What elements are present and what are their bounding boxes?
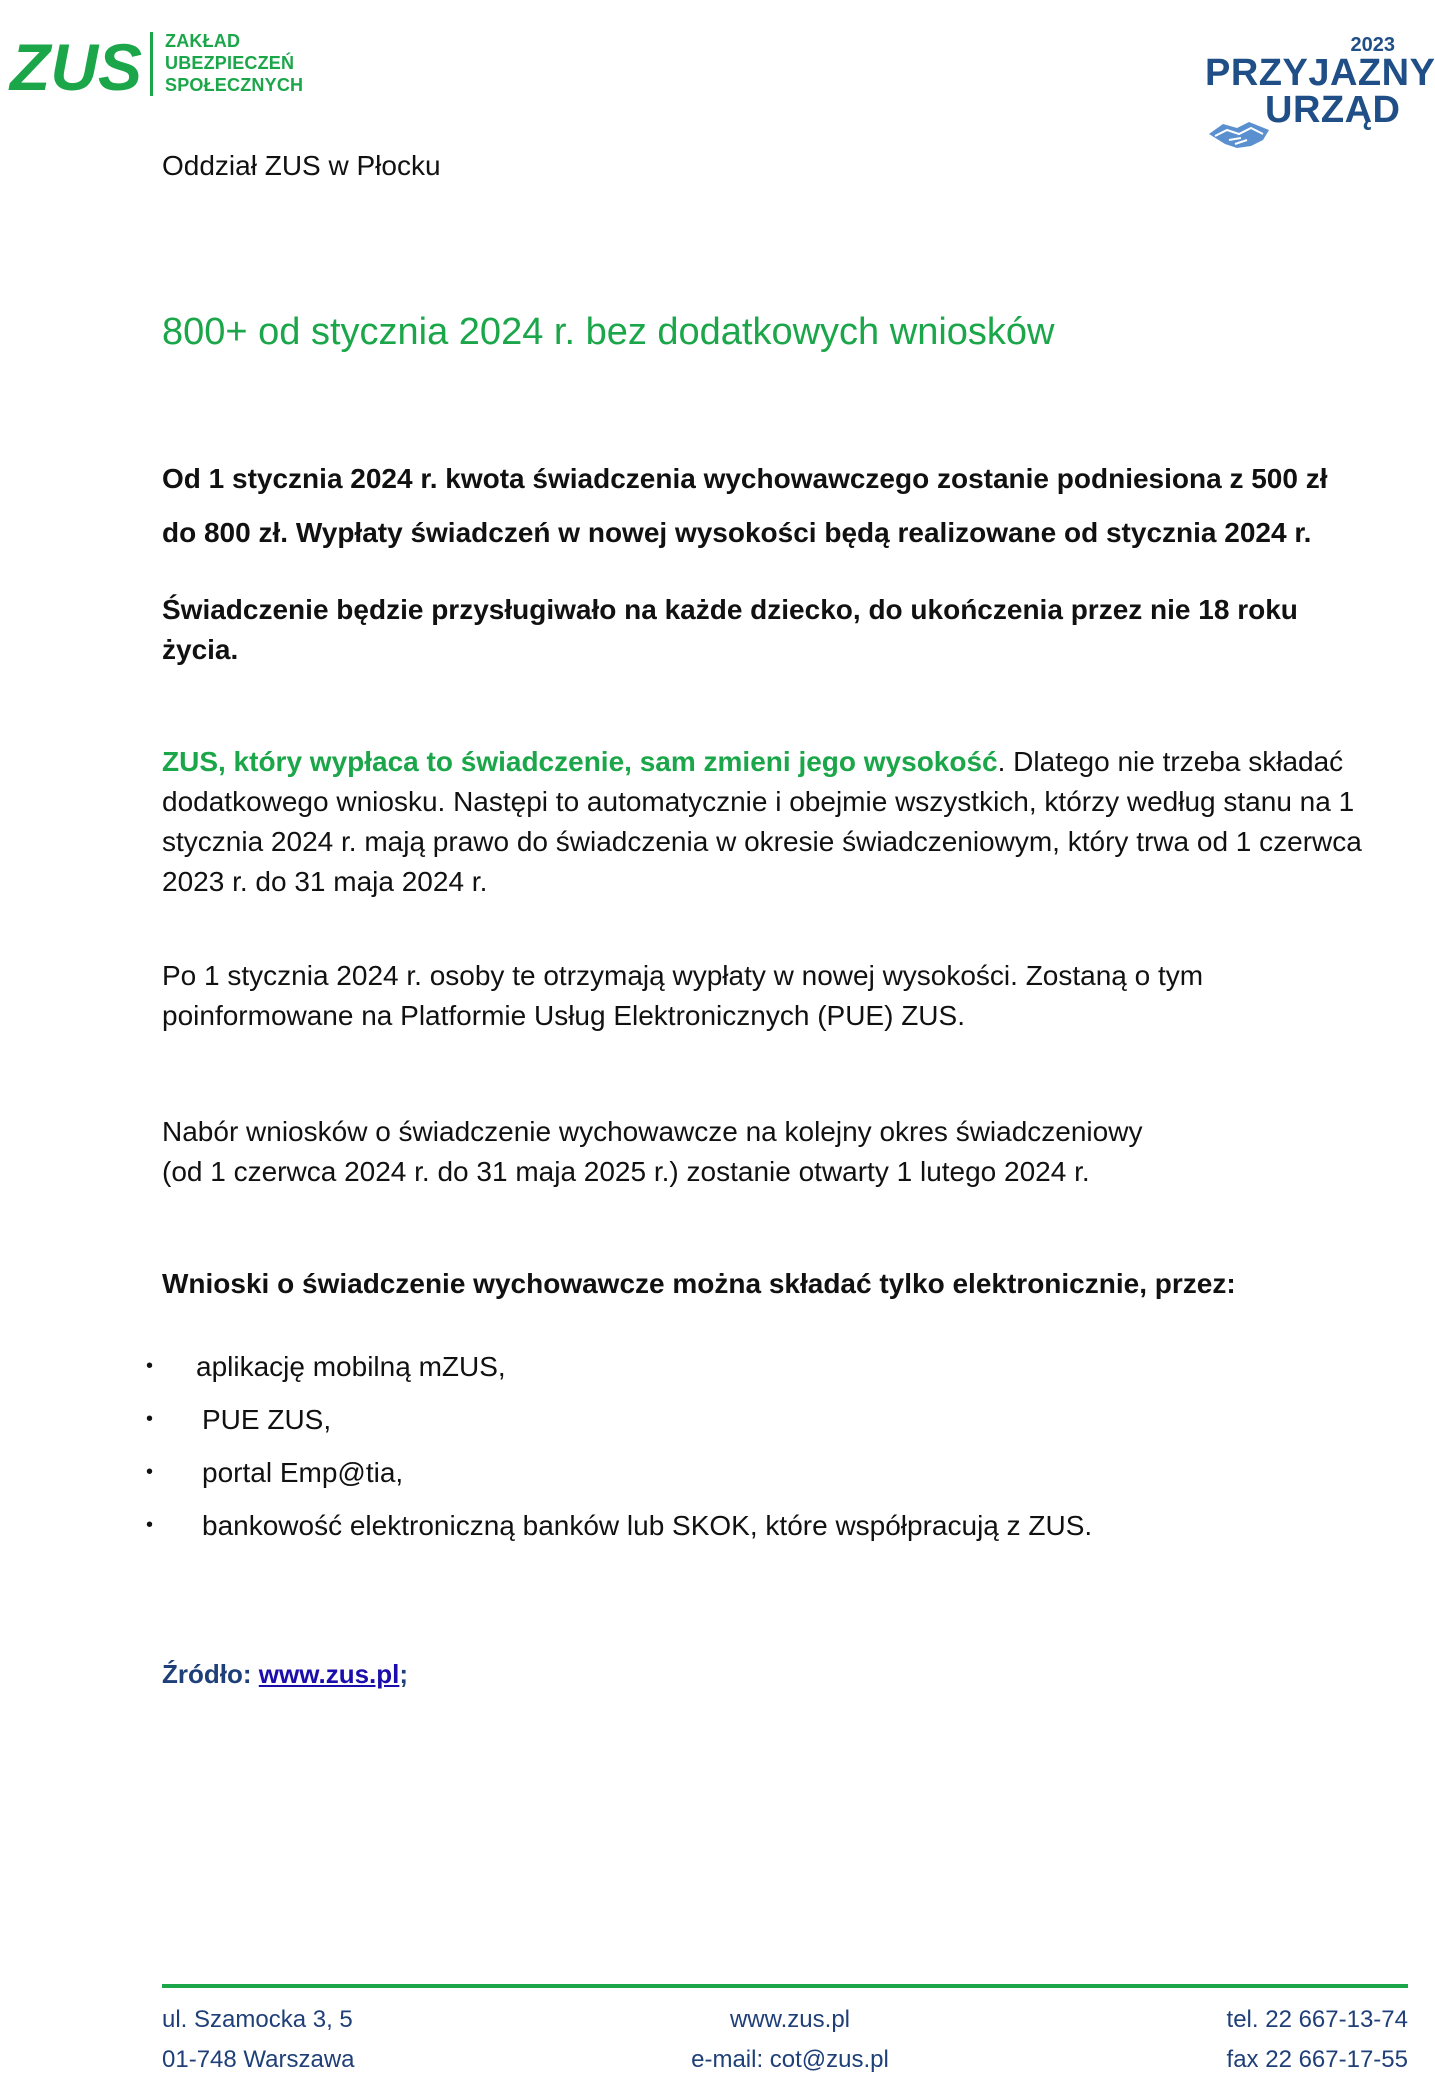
przyjazny-urzad-badge	[1205, 30, 1435, 140]
footer-contact-phone	[1100, 2000, 1408, 2080]
paragraph-line: Od 1 stycznia 2024 r. kwota świadczenia wychowawczego zostanie podniesiona z 500 zł	[162, 463, 1328, 494]
paragraph-eligibility: Świadczenie będzie przysługiwało na każde dziecko, do ukończenia przez nie 18 roku życia.	[162, 594, 1298, 665]
bullet-icon: •	[146, 1408, 154, 1430]
badge-line1: PRZYJAZNY	[1205, 52, 1435, 94]
footer-fax: fax 22 667-17-55	[1226, 2046, 1408, 2073]
footer-address	[162, 2000, 355, 2080]
paragraph-line: do 800 zł. Wypłaty świadczeń w nowej wysokości będą realizowane od stycznia 2024 r.	[162, 517, 1312, 548]
paragraph-amount-change	[162, 452, 1402, 560]
source-suffix: ;	[399, 1659, 409, 1689]
paragraph-channels-intro: Wnioski o świadczenie wychowawcze można składać tylko elektronicznie, przez:	[162, 1268, 1236, 1299]
highlight-text: ZUS, który wypłaca to świadczenie, sam zmieni jego wysokość	[162, 746, 998, 777]
paragraph-automatic-change	[162, 742, 1402, 902]
department-name: Oddział ZUS w Płocku	[162, 150, 441, 181]
zus-logo-text: ZUS	[10, 30, 142, 104]
badge-year: 2023	[1350, 34, 1395, 56]
bullet-icon: •	[146, 1461, 154, 1483]
list-item	[140, 1446, 1340, 1499]
bullet-icon: •	[146, 1355, 154, 1377]
channels-list	[140, 1340, 1340, 1552]
footer-contact-online	[640, 2000, 940, 2080]
zus-org-name-line: SPOŁECZNYCH	[165, 75, 304, 95]
zus-logo-mark	[8, 28, 142, 104]
zus-logo	[8, 28, 308, 104]
footer-email-link[interactable]: e-mail: cot@zus.pl	[691, 2046, 889, 2073]
list-item-text: bankowość elektroniczną banków lub SKOK, które współpracują z ZUS.	[202, 1510, 1093, 1541]
page-title: 800+ od stycznia 2024 r. bez dodatkowych wniosków	[162, 311, 1055, 353]
zus-logo-divider	[150, 32, 153, 96]
source-line	[162, 1654, 408, 1694]
list-item	[140, 1340, 1340, 1393]
source-label: Źródło:	[162, 1659, 259, 1689]
list-item	[140, 1499, 1340, 1552]
paragraph-line: Nabór wniosków o świadczenie wychowawcze na kolejny okres świadczeniowy	[162, 1116, 1143, 1147]
bullet-icon: •	[146, 1514, 154, 1536]
footer-divider	[162, 1984, 1408, 1988]
footer-website-link[interactable]: www.zus.pl	[729, 2006, 851, 2033]
list-item-text: portal Emp@tia,	[202, 1457, 404, 1488]
paragraph-text: . Dlatego nie trzeba składać dodatkowego wniosku. Następi to automatycznie i obejmie wszystkich, którzy według stanu na 1 stycznia 2024 r. mają prawo do świadczenia w okresie świadczeniowym, który trwa od 1 czerwca 2023 r. do 31 maja 2024 r.	[162, 746, 1362, 897]
badge-line2: URZĄD	[1265, 89, 1401, 131]
zus-org-name	[165, 30, 335, 96]
list-item-text: PUE ZUS,	[202, 1404, 332, 1435]
list-item-text: aplikację mobilną mZUS,	[196, 1351, 506, 1382]
paragraph-line: (od 1 czerwca 2024 r. do 31 maja 2025 r.) zostanie otwarty 1 lutego 2024 r.	[162, 1156, 1090, 1187]
list-item	[140, 1393, 1340, 1446]
footer-address-line: ul. Szamocka 3, 5	[162, 2006, 353, 2033]
zus-org-name-line: UBEZPIECZEŃ	[165, 53, 295, 73]
paragraph-notification: Po 1 stycznia 2024 r. osoby te otrzymają wypłaty w nowej wysokości. Zostaną o tym poinformowane na Platformie Usług Elektronicznych (PUE) ZUS.	[162, 960, 1204, 1031]
paragraph-application-period	[162, 1112, 1402, 1192]
footer-tel: tel. 22 667-13-74	[1226, 2006, 1408, 2033]
footer-address-line: 01-748 Warszawa	[162, 2046, 355, 2073]
source-link[interactable]: www.zus.pl	[258, 1659, 400, 1689]
zus-org-name-line: ZAKŁAD	[165, 31, 241, 51]
